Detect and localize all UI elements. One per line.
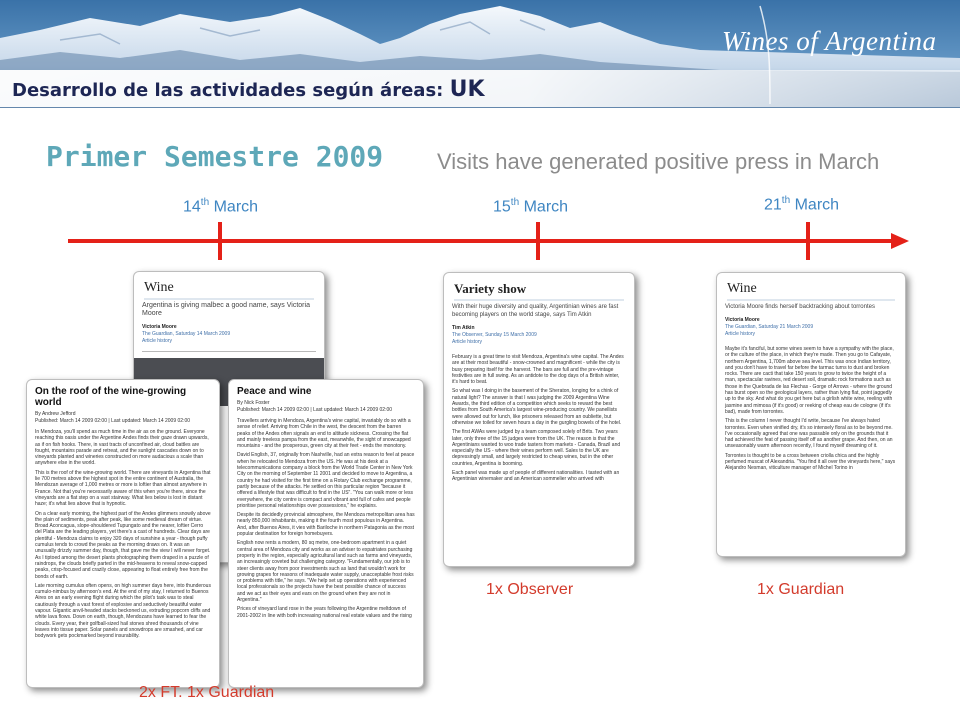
article-paragraph: February is a great time to visit Mendoza, Argentina's wine capital. The Andes are at their most beautiful - snow-crowned and magnificent - while the city is busy preparing itself for the harvest. The bars are full and the pre-vintage festivities are in full swing. As an antidote to the dog days of a British winter, it's hard to beat. <box>452 354 624 386</box>
date-label-2 <box>493 197 568 216</box>
timeline <box>0 210 960 270</box>
timeline-tick-1 <box>218 222 222 260</box>
article-byline <box>142 324 316 345</box>
article-paragraph: This is the roof of the wine-growing world. There are vineyards in Argentina that lie 700 metres above the highest spot in the entire continent of Australia, the Mendozan average of 1,000 metres or more is loftier than almost anywhere in France. Not that you're necessarily aware of this when you're there, since the vineyards are a flat step on a vast stairway. What lies below is lost in distant haze; it's what lies above that is hypnotic. <box>35 469 211 508</box>
article-paragraph: Torrontes is thought to be a cross between criolla chica and the highly perfumed muscat of Alexandria. "You find it all over the vineyards here," says Alejandro Nesman, viticulture manager of Michel Torino in <box>725 452 896 472</box>
article-author: By Nick Foster <box>237 400 270 406</box>
article-source: The Guardian, Saturday 14 March 2009 <box>142 331 231 337</box>
caption-guardian: 1x Guardian <box>757 581 845 598</box>
article-history-link[interactable]: Article history <box>725 331 756 337</box>
caption-observer: 1x Observer <box>486 581 574 598</box>
article-paragraph: Maybe it's fanciful, but some wines seem to have a sympathy with the place, or the culture of the place, in which they're made. Then you go to Cafayate, northern Argentina, 1,700m above sea level. This was once Indian territory, and you don't have to travel far before the tarmac turns to dust and broken rocks. There are cacti that take 150 years to grow to twice the height of a man, spectacular ravines, red desert soil, dramatic rock formations such as those in the Quebrada de las Flechas - Gorge of Arrows - where the ground has burst open so the geological layers, rather than lying flat, point jaggedly up to the sky. And what do you get here but a girlish white wine, reeling with jasmine and mimosa (if it's good) or reeking of cheap eau de cologne (if it's bad), made from torrontes. <box>725 346 894 415</box>
date-label-1 <box>183 197 258 216</box>
date-day-1: 14 <box>183 198 201 216</box>
date-month-1: March <box>213 198 259 216</box>
timeline-arrowhead <box>891 233 909 249</box>
article-paragraph: Prices of vineyard land rose in the years following the Argentine meltdown of 2001-2002 in line with both increasing national real estate values and the rising <box>237 606 412 619</box>
article-paragraph: David English, 37, originally from Nashville, had an extra reason to feel at peace when he relocated to Mendoza from the US. He was at his desk at a telecommunications company a block from the World Trade Center in New York City on the morning of September 11 2001 and decided to move to Argentina, a country he had visited for the first time on a Rotary Club exchange programme, partly because of the attacks. He settled on this particular region "because it offered a lifestyle that was difficult to find in the US". "You can walk more or less everywhere, the city centre is compact and vibrant and full of cafes and people prioritise personal relationships over possessions," he explains. <box>237 452 415 509</box>
article-source: The Guardian, Saturday 21 March 2009 <box>725 324 814 330</box>
page-subtitle: Visits have generated positive press in March <box>437 149 880 174</box>
article-history-link[interactable]: Article history <box>142 338 173 344</box>
brand-logo: Wines of Argentina <box>722 26 937 56</box>
article-ft-peace-and-wine <box>228 379 424 688</box>
date-suffix-1: th <box>200 197 210 208</box>
article-body <box>725 346 897 472</box>
article-paragraph: So what was I doing in the basement of the Sheraton, longing for a chink of natural light? The answer is that I was judging the 2009 Argentina Wine Awards, the third edition of a competition which seeks to reward the best bottles from South America's largest wine-producing country. We panellists were allowed out for lunch, like prisoners released from an oubliette, but otherwise we toiled for seven hours a day in the gurgling bowels of the hotel. <box>452 388 622 426</box>
section-title-prefix: Desarrollo de las actividades según áreas: <box>12 80 444 101</box>
article-author: Victoria Moore <box>725 317 760 323</box>
page-title: Primer Semestre 2009 <box>46 140 384 173</box>
article-body <box>35 429 211 640</box>
date-day-2: 15 <box>493 198 511 216</box>
timeline-tick-3 <box>806 222 810 260</box>
article-body <box>237 418 415 619</box>
article-author: Tim Atkin <box>452 325 475 331</box>
caption-ft-guardian: 2x FT. 1x Guardian <box>139 684 275 701</box>
article-headline: Variety show <box>454 281 624 301</box>
article-paragraph: In Mendoza, you'll spend as much time in the air as on the ground. Everyone reaching this oasis under the Argentine Andes finds their gaze drawn upwards, as if on fish hooks. There, in vast tracts of unconfined air, cloud battles are fought, mountains parade and retreat, and the sunlight cascades down on to vineyards planted and wineries constructed on more audacious a scale than anywhere else in the world. <box>35 429 209 467</box>
article-observer-variety-show <box>443 272 635 567</box>
article-paragraph: Late morning cumulus often opens, on high summer days here, into thunderous cumulo-nimbus by afternoon's end. At the end of my stay, I returned to Buenos Aires on an early evening flight during which the pilot's task was to steal cautiously through a vast forest of explosive and seductively beautiful water vapour. Gigantic anvil-headed stacks beckoned us, extruding popcorn cliffs and white lava flows. Down on earth, though, Mendozans have learned to fear the clouds. Every year, their golfball-sized hail stones shred thousands of vine leaves into tissue paper. Solar panels and snowdrops are smashed, and car bodywork gets pockmarked beyond insurability. <box>35 582 211 640</box>
date-label-3 <box>764 195 839 214</box>
article-guardian-21-march <box>716 272 906 557</box>
article-ft-roof-of-the-wine-growing-world <box>26 379 220 688</box>
article-paragraph: On a clear early morning, the highest part of the Andes glimmers snowily above the plain of sediments, peak after peak, like some medieval dream of virtue. Broad Aconcagua, slope-shouldered Tupungato and the nearer, loftier Cerro del Plata are the leading players, yet there's a cast of hundreds. Clear days are plentiful - Mendoza claims to enjoy 320 days of sunshine a year - though puffy cumulus tends to crowd the peaks as the morning draws on. It was an unusually drizzly summer day, though, that gave me the view I will never forget. As I tiptoed among the desert plants photographing them draped in a puzzle of raindrops, the clouds briefly parted in the mid-heavens to reveal snow-capped peaks, crisp-focused and crazily close, appearing to float entirely free from the bonds of earth. <box>35 510 211 580</box>
date-suffix-3: th <box>781 195 791 206</box>
article-rule <box>142 351 316 352</box>
article-standfirst: Argentina is giving malbec a good name, says Victoria Moore <box>142 302 310 317</box>
timeline-tick-2 <box>536 222 540 260</box>
date-month-3: March <box>794 196 840 214</box>
date-day-3: 21 <box>764 196 782 214</box>
article-paragraph: The first AWAs were judged by a team composed solely of Brits. Two years later, only three of the 15 judges were from the UK. The reason is that the Argentinians wanted to woo trade tasters from markets - Canada, Brazil and especially the US - where their wines perform well. Sales to the UK are depressingly small, and largely restricted to cheap wines, but in the other countries, Argentina is booming. <box>452 429 621 467</box>
date-suffix-2: th <box>510 197 520 208</box>
article-byline <box>725 317 897 338</box>
article-body <box>452 354 626 483</box>
article-author: Victoria Moore <box>142 324 177 330</box>
article-byline <box>237 400 415 414</box>
section-title <box>12 77 485 102</box>
article-masthead: Wine <box>144 280 314 300</box>
article-byline <box>35 411 211 425</box>
article-source: The Observer, Sunday 15 March 2009 <box>452 332 537 338</box>
article-byline <box>452 325 626 346</box>
article-published: Published: March 14 2009 02:00 | Last updated: March 14 2009 02:00 <box>237 407 393 413</box>
article-masthead: Wine <box>727 281 895 301</box>
article-paragraph: Travellers arriving in Mendoza, Argentina's wine capital, invariably do so with a sense of relief. Arriving from Chile in the west, the descent from the barren peaks of the Andes often signals an end to altitude sickness. Crossing the flat and mainly treeless pampa from the east, meanwhile, the sight of snowcapped mountains - and the prosperous, green city at their feet - ends the monotony. <box>237 418 411 450</box>
article-paragraph: Despite its decidedly provincial atmosphere, the Mendoza metropolitan area has nearly 850,000 inhabitants, making it the fourth most populous in Argentina. And, after Buenos Aires, it vies with Bariloche in northern Patagonia as the most popular destination for foreign homebuyers. <box>237 512 415 538</box>
article-headline: Peace and wine <box>237 386 312 397</box>
article-published: Published: March 14 2009 02:00 | Last updated: March 14 2009 02:00 <box>35 418 191 424</box>
article-paragraph: English now rents a modern, 80 sq metre, one-bedroom apartment in a quiet central area of Mendoza city and works as an adviser to expatriates purchasing property in the region, especially agricultural land such as farms and vineyards, an increasingly coveted but challenging category. "Fundamentally, our job is to steer clients away from poor investments such as land that wouldn't work for growing grapes for reasons of inadequate water supply, unacceptable frost risks or problems with title," he says. "We help set up operations with experienced local professionals so the projects have the best possible chance of success and we act as their eyes and ears on the ground when they are not in Argentina." <box>237 540 414 604</box>
article-author: By Andrew Jefford <box>35 411 76 417</box>
article-standfirst: Victoria Moore finds herself backtracking about torrontes <box>725 304 875 310</box>
article-standfirst: With their huge diversity and quality, Argentinian wines are fast becoming players on the world stage, says Tim Atkin <box>452 304 619 318</box>
article-paragraph: Each panel was made up of people of different nationalities. I tasted with an Argentinian winemaker and an American sommelier who arrived with <box>452 470 620 483</box>
article-history-link[interactable]: Article history <box>452 339 483 345</box>
article-headline: On the roof of the wine-growing world <box>35 386 187 408</box>
article-paragraph: This is the column I never thought I'd write, because I've always hated torrontes. Even when vinified dry, it's so intensely floral as to be beyond me. I've occasionally agreed that one was passable only on the grounds that it had achieved the feat of passing itself off as another grape. And then, on an unseasonably warm afternoon recently, I found myself dreaming of it. <box>725 418 893 450</box>
date-month-2: March <box>523 198 569 216</box>
section-title-area: UK <box>449 77 485 102</box>
